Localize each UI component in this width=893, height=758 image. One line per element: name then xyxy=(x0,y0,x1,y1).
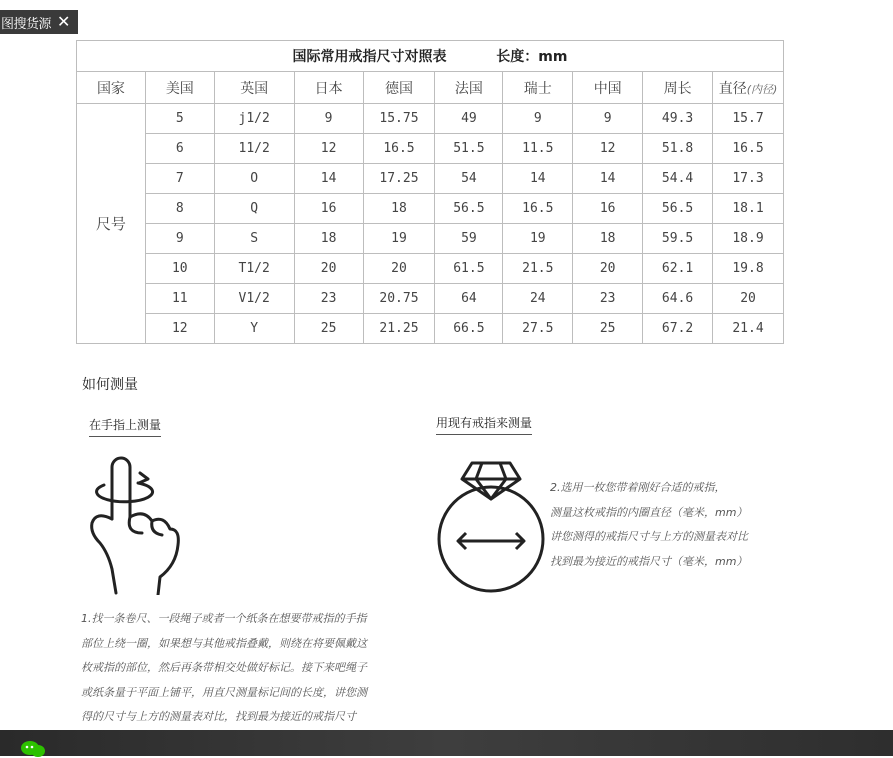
table-cell: 9 xyxy=(294,104,363,134)
table-cell: 16.5 xyxy=(503,194,573,224)
table-title: 国际常用戒指尺寸对照表 xyxy=(292,49,447,65)
table-cell: 17.25 xyxy=(363,164,435,194)
table-row xyxy=(77,254,784,284)
bottom-bar xyxy=(0,730,893,756)
ring-diamond-icon xyxy=(436,453,546,595)
table-cell: 23 xyxy=(573,284,643,314)
table-cell: 62.1 xyxy=(643,254,713,284)
image-search-tag[interactable] xyxy=(0,10,78,34)
ring-measure-instructions xyxy=(550,476,790,574)
table-cell: 18 xyxy=(294,224,363,254)
header-label: 直径 xyxy=(718,80,747,97)
table-cell: 11 xyxy=(145,284,214,314)
table-cell: 12 xyxy=(145,314,214,344)
header-label: 美国 xyxy=(165,80,194,97)
instruction-line: 讲您测得的戒指尺寸与上方的测量表对比 xyxy=(550,530,748,543)
header-cell xyxy=(573,72,643,104)
table-cell: 51.5 xyxy=(435,134,503,164)
hand-finger-icon xyxy=(86,455,186,595)
table-cell: 15.75 xyxy=(363,104,435,134)
table-cell: 25 xyxy=(573,314,643,344)
table-cell: 12 xyxy=(294,134,363,164)
table-cell: 10 xyxy=(145,254,214,284)
image-search-label[interactable]: 图搜货源 xyxy=(1,16,52,32)
header-cell xyxy=(643,72,713,104)
table-row xyxy=(77,104,784,134)
table-cell: 25 xyxy=(294,314,363,344)
table-cell: 18.1 xyxy=(713,194,784,224)
table-cell: 64.6 xyxy=(643,284,713,314)
table-cell: 18 xyxy=(363,194,435,224)
header-cell xyxy=(214,72,294,104)
table-cell: 61.5 xyxy=(435,254,503,284)
header-label: 国家 xyxy=(96,80,125,97)
header-label: 英国 xyxy=(240,80,269,97)
table-cell: 7 xyxy=(145,164,214,194)
table-row xyxy=(77,284,784,314)
table-cell: 54 xyxy=(435,164,503,194)
table-cell: Y xyxy=(214,314,294,344)
table-cell: 5 xyxy=(145,104,214,134)
header-label: 德国 xyxy=(384,80,413,97)
table-cell: j1/2 xyxy=(214,104,294,134)
table-cell: 23 xyxy=(294,284,363,314)
table-cell: 64 xyxy=(435,284,503,314)
size-row-label: 尺号 xyxy=(77,104,146,344)
table-row xyxy=(77,224,784,254)
table-cell: 24 xyxy=(503,284,573,314)
ring-size-sheet xyxy=(76,40,784,730)
table-cell: 18.9 xyxy=(713,224,784,254)
table-cell: 8 xyxy=(145,194,214,224)
table-cell: 66.5 xyxy=(435,314,503,344)
table-cell: 18 xyxy=(573,224,643,254)
table-cell: 20 xyxy=(713,284,784,314)
table-cell: 20 xyxy=(573,254,643,284)
table-cell: 9 xyxy=(145,224,214,254)
table-cell: 19 xyxy=(363,224,435,254)
table-cell: 9 xyxy=(573,104,643,134)
instruction-line: 1.找一条卷尺、一段绳子或者一个纸条在想要带戒指的手指 xyxy=(81,612,367,625)
table-cell: 59.5 xyxy=(643,224,713,254)
table-cell: 54.4 xyxy=(643,164,713,194)
ring-measure-subtitle: 用现有戒指来测量 xyxy=(436,414,532,435)
table-cell: V1/2 xyxy=(214,284,294,314)
header-cell xyxy=(435,72,503,104)
table-cell: 16 xyxy=(294,194,363,224)
header-label: 中国 xyxy=(593,80,622,97)
table-cell: 19.8 xyxy=(713,254,784,284)
table-cell: 19 xyxy=(503,224,573,254)
table-row xyxy=(77,314,784,344)
table-title-cell xyxy=(77,41,784,72)
table-cell: 16 xyxy=(573,194,643,224)
instruction-line: 得的尺寸与上方的测量表对比，找到最为接近的戒指尺寸 xyxy=(81,710,356,723)
table-cell: 49.3 xyxy=(643,104,713,134)
table-cell: 11.5 xyxy=(503,134,573,164)
header-label: 日本 xyxy=(314,80,343,97)
header-cell xyxy=(503,72,573,104)
table-cell: T1/2 xyxy=(214,254,294,284)
table-cell: 14 xyxy=(503,164,573,194)
table-cell: 12 xyxy=(573,134,643,164)
table-row xyxy=(77,164,784,194)
header-cell xyxy=(713,72,784,104)
finger-measure-instructions xyxy=(81,607,426,730)
instruction-line: 部位上绕一圈，如果想与其他戒指叠戴，则绕在将要佩戴这 xyxy=(81,636,367,650)
table-cell: 17.3 xyxy=(713,164,784,194)
table-cell: Q xyxy=(214,194,294,224)
header-label: 法国 xyxy=(454,80,483,97)
instruction-line: 或纸条量于平面上铺平，用直尺测量标记间的长度，讲您测 xyxy=(81,685,367,699)
instruction-line: 测量这枚戒指的内圈直径（毫米，mm） xyxy=(550,505,748,519)
close-icon[interactable]: ✕ xyxy=(57,12,71,31)
table-cell: 49 xyxy=(435,104,503,134)
table-cell: 56.5 xyxy=(643,194,713,224)
table-cell: 20 xyxy=(294,254,363,284)
table-cell: 51.8 xyxy=(643,134,713,164)
table-cell: 21.4 xyxy=(713,314,784,344)
table-cell: 15.7 xyxy=(713,104,784,134)
table-cell: 11/2 xyxy=(214,134,294,164)
header-cell xyxy=(145,72,214,104)
table-cell: 67.2 xyxy=(643,314,713,344)
table-cell: 16.5 xyxy=(713,134,784,164)
table-cell: 56.5 xyxy=(435,194,503,224)
table-cell: 21.25 xyxy=(363,314,435,344)
header-cell xyxy=(363,72,435,104)
instruction-line: 2.选用一枚您带着刚好合适的戒指， xyxy=(550,481,726,494)
header-cell xyxy=(77,72,146,104)
table-cell: 14 xyxy=(294,164,363,194)
instruction-line: 找到最为接近的戒指尺寸（毫米，mm） xyxy=(550,554,748,568)
header-label: 瑞士 xyxy=(523,80,552,97)
table-cell: 14 xyxy=(573,164,643,194)
measure-section-title: 如何测量 xyxy=(82,377,138,393)
table-cell: 20 xyxy=(363,254,435,284)
table-cell: 21.5 xyxy=(503,254,573,284)
table-cell: O xyxy=(214,164,294,194)
diameter-note: (内径) xyxy=(746,82,778,96)
table-cell: 9 xyxy=(503,104,573,134)
instruction-line: 枚戒指的部位，然后再条带相交处做好标记。接下来吧绳子 xyxy=(81,661,367,674)
table-row xyxy=(77,134,784,164)
ring-size-table xyxy=(76,40,784,344)
wechat-icon[interactable] xyxy=(20,740,46,758)
table-cell: 27.5 xyxy=(503,314,573,344)
header-cell xyxy=(294,72,363,104)
table-cell: 20.75 xyxy=(363,284,435,314)
table-row xyxy=(77,194,784,224)
header-label: 周长 xyxy=(663,80,692,97)
finger-measure-subtitle: 在手指上测量 xyxy=(89,416,161,437)
table-cell: S xyxy=(214,224,294,254)
table-cell: 16.5 xyxy=(363,134,435,164)
table-cell: 6 xyxy=(145,134,214,164)
table-cell: 59 xyxy=(435,224,503,254)
unit-label: 长度：mm xyxy=(496,49,568,65)
table-header-row xyxy=(77,72,784,104)
